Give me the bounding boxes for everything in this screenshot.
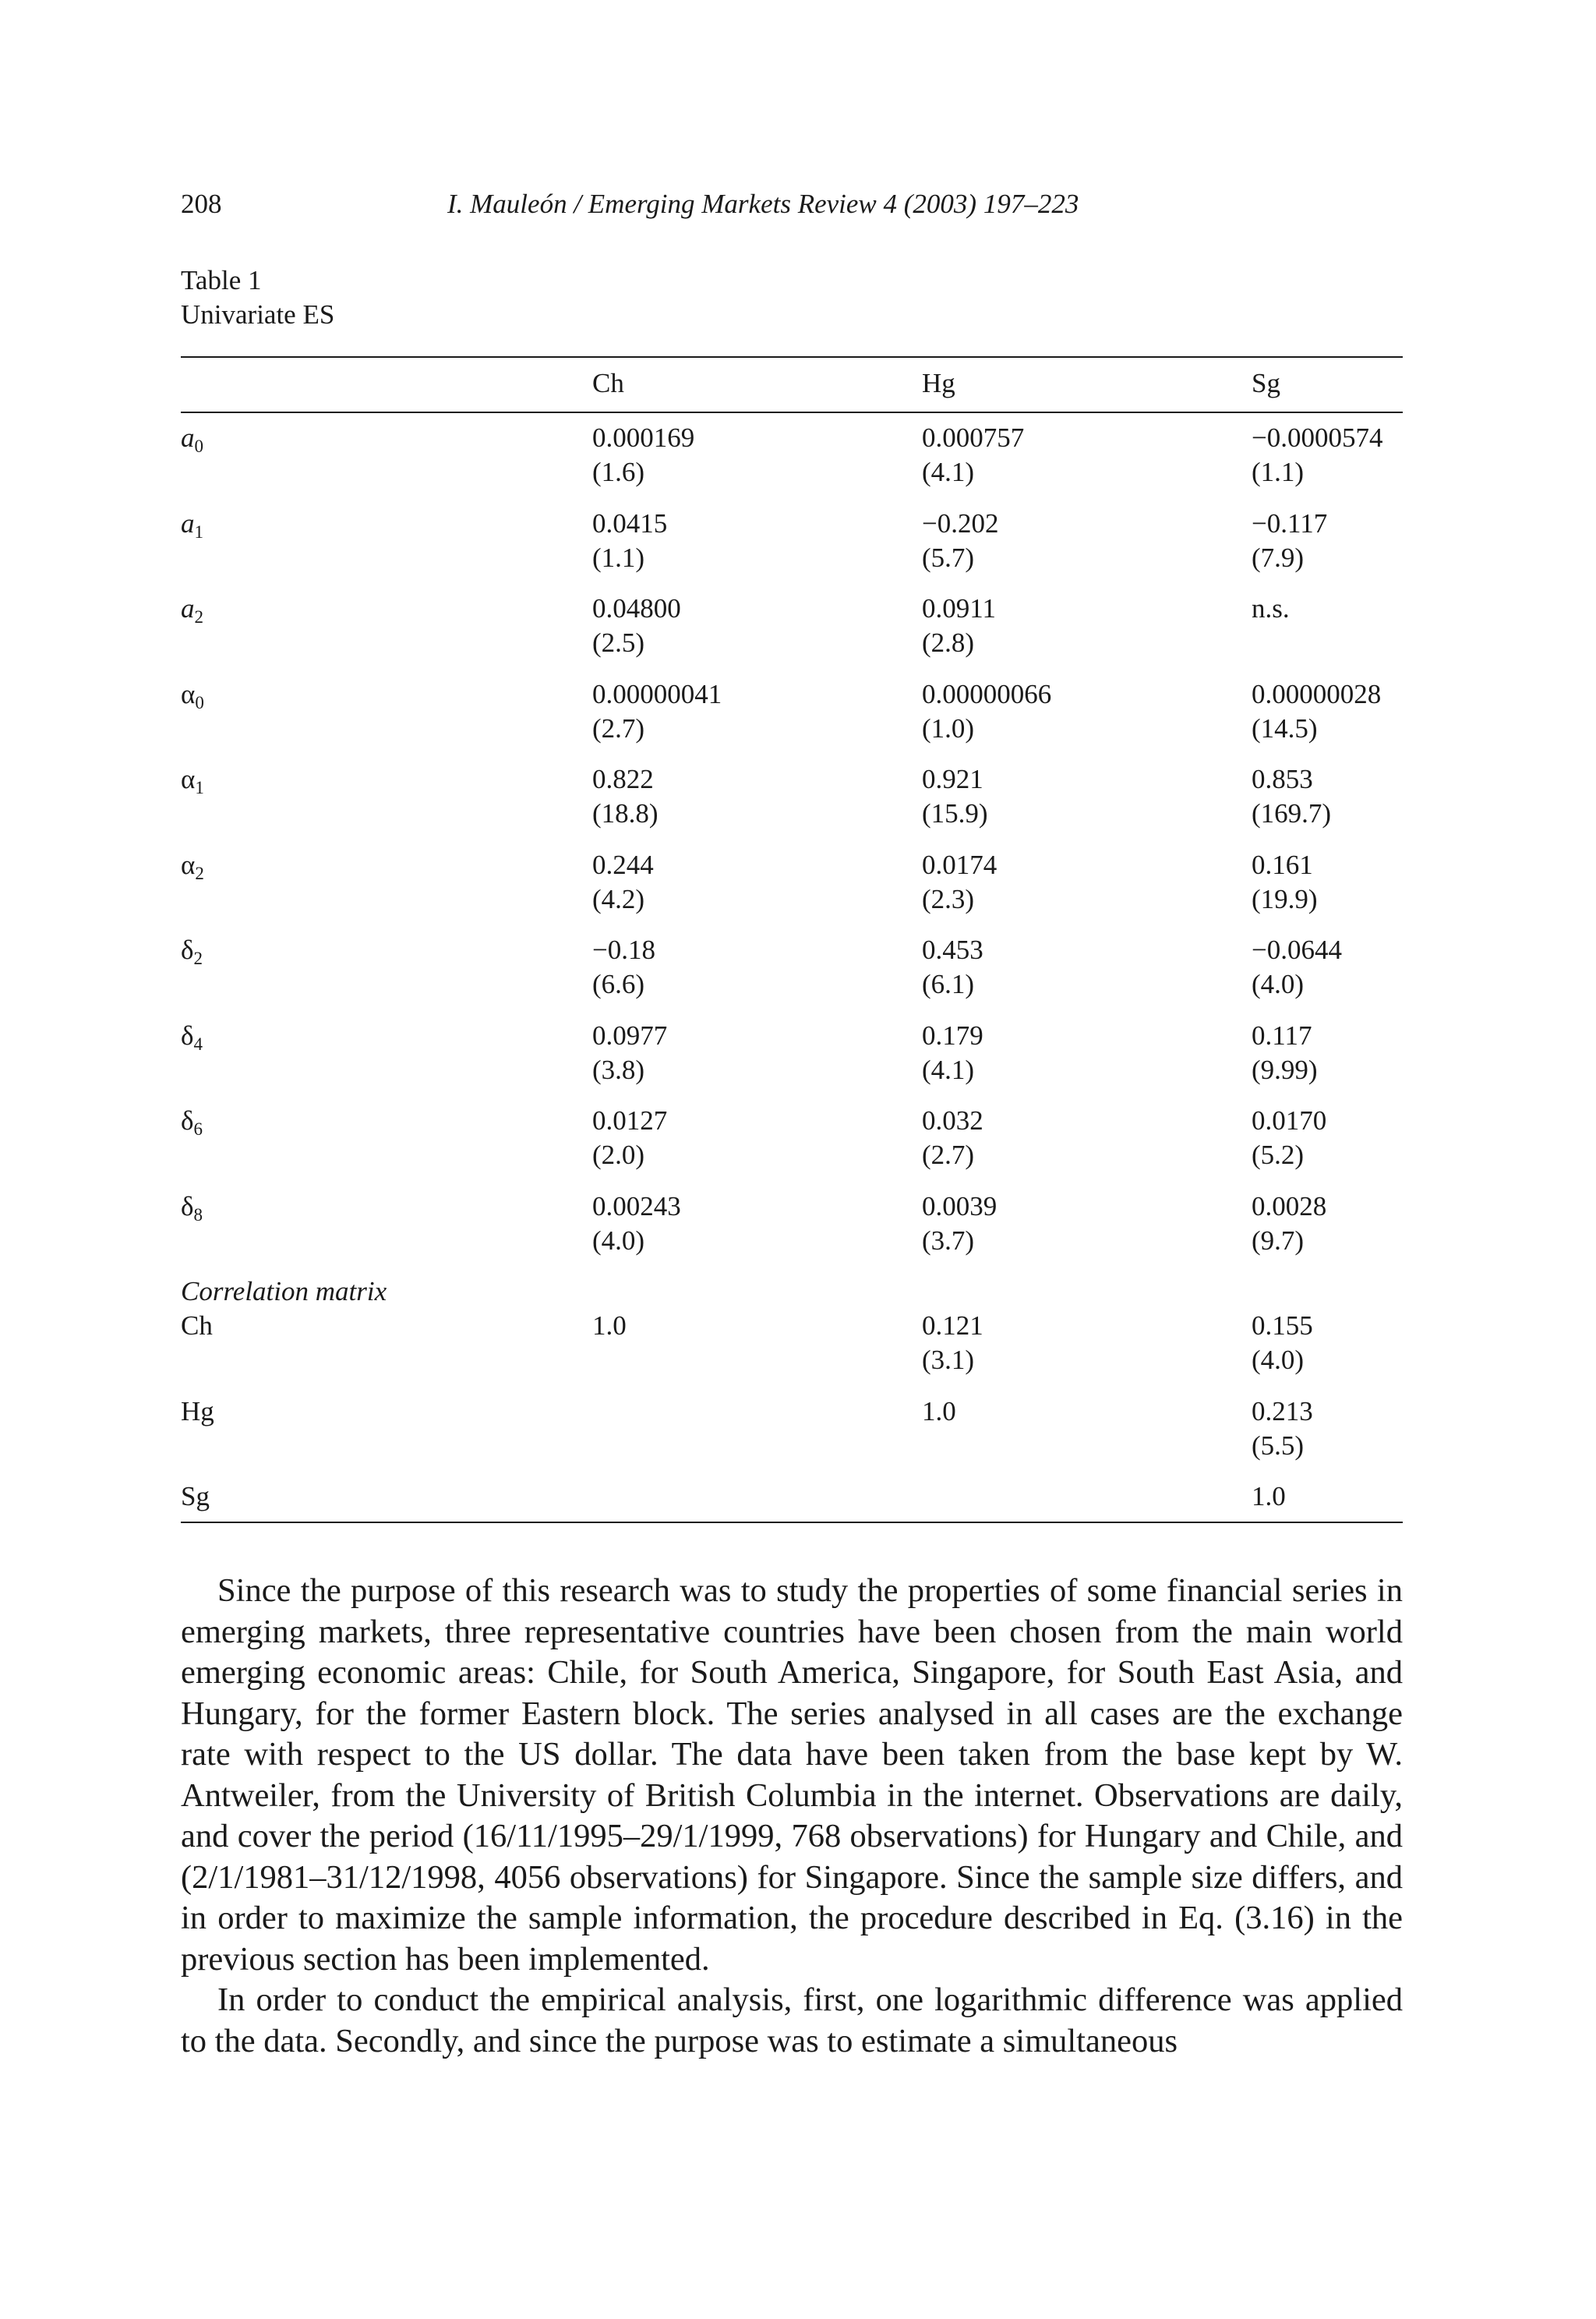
estimate-sg: 0.853	[1252, 764, 1313, 794]
column-header-hg: Hg	[922, 368, 955, 398]
row-symbol: α	[181, 764, 196, 794]
table-caption	[181, 263, 334, 332]
t-stat-sg: (5.2)	[1252, 1140, 1305, 1170]
table-number: Table 1	[181, 265, 262, 295]
t-stat-sg: (4.0)	[1252, 969, 1305, 999]
table-bottom-rule	[181, 1522, 1403, 1523]
row-subscript: 1	[194, 521, 203, 542]
t-stat-hg: (6.1)	[922, 969, 975, 999]
row-subscript: 4	[193, 1034, 203, 1054]
row-symbol: a	[181, 507, 195, 539]
row-subscript: 8	[193, 1204, 203, 1225]
estimate-sg: 0.0028	[1252, 1190, 1327, 1221]
t-stat-sg: (7.9)	[1252, 542, 1305, 573]
estimate-sg: 0.117	[1252, 1020, 1312, 1051]
estimate-ch: 0.0127	[592, 1105, 668, 1136]
paragraph: Since the purpose of this research was to study the properties of some financial series in emerging markets, three representative countries have been chosen from the main world emerging economic areas: Chile, for South America, Singapore, for South East Asia, and Hungary, for the former Eastern block. The series analysed in all cases are the exchange rate with respect to the US dollar. The data have been taken from the base kept by W. Antweiler, from the University of British Columbia in the internet. Observations are daily, and cover the period (16/11/1995–29/1/1999, 768 observations) for Hungary and Chile, and (2/1/1981–31/12/1998, 4056 observations) for Singapore. Since the sample size differs, and in order to maximize the sample information, the procedure described in Eq. (3.16) in the previous section has been implemented.	[181, 1572, 1403, 1978]
t-stat-ch: (2.0)	[592, 1140, 645, 1170]
estimate-ch: 0.244	[592, 849, 654, 880]
row-label	[181, 592, 203, 635]
t-stat-sg: (9.99)	[1252, 1054, 1318, 1085]
row-symbol: δ	[181, 1020, 194, 1051]
t-stat-hg: (1.0)	[922, 712, 975, 744]
row-subscript: 2	[195, 863, 204, 883]
row-symbol: a	[181, 422, 195, 453]
t-stat-ch: (4.0)	[592, 1225, 645, 1256]
paragraph: In order to conduct the empirical analysis, first, one logarithmic difference was applied to the data. Secondly, and since the purpose was to estimate a simultaneous	[181, 1981, 1403, 2059]
estimate-sg: 0.00000028	[1252, 678, 1382, 709]
corr-t-stat-hg: (3.1)	[922, 1345, 975, 1375]
estimate-ch: 0.00243	[592, 1190, 681, 1221]
estimate-sg: 0.161	[1252, 849, 1313, 880]
row-subscript: 0	[195, 692, 204, 712]
row-label	[181, 848, 204, 891]
estimate-sg: −0.117	[1252, 507, 1328, 539]
column-header-ch: Ch	[592, 368, 624, 398]
estimate-hg: −0.202	[922, 507, 999, 539]
t-stat-sg: (19.9)	[1252, 883, 1318, 914]
row-label	[181, 1019, 203, 1062]
running-title: I. Mauleón / Emerging Markets Review 4 (2003) 197–223	[447, 189, 1079, 219]
row-symbol: δ	[181, 1190, 194, 1221]
estimate-sg: 0.0170	[1252, 1105, 1327, 1136]
estimate-hg: 0.00000066	[922, 678, 1052, 709]
estimate-hg: 0.921	[922, 764, 983, 794]
t-stat-sg: (169.7)	[1252, 798, 1332, 829]
row-label	[181, 507, 203, 550]
table-header-rule	[181, 412, 1403, 413]
row-subscript: 1	[195, 778, 204, 797]
t-stat-hg: (15.9)	[922, 798, 988, 829]
estimate-ch: 0.0977	[592, 1020, 668, 1051]
t-stat-sg: (1.1)	[1252, 457, 1305, 487]
row-label	[181, 1190, 203, 1232]
estimate-ch: 0.822	[592, 764, 654, 794]
corr-row-label: Ch	[181, 1310, 213, 1341]
row-symbol: α	[181, 678, 196, 709]
corr-t-stat-sg: (4.0)	[1252, 1345, 1305, 1375]
row-symbol: δ	[181, 935, 194, 965]
estimate-hg: 0.0174	[922, 849, 998, 880]
row-symbol: δ	[181, 1105, 194, 1136]
row-label	[181, 1104, 203, 1147]
t-stat-hg: (4.1)	[922, 457, 975, 487]
table-top-rule	[181, 356, 1403, 358]
t-stat-ch: (2.5)	[592, 627, 645, 658]
corr-value-ch: 1.0	[592, 1310, 627, 1341]
t-stat-hg: (2.3)	[922, 883, 975, 914]
row-label	[181, 677, 204, 720]
correlation-matrix-heading: Correlation matrix	[181, 1276, 387, 1306]
row-label	[181, 933, 203, 976]
estimate-sg: −0.0000574	[1252, 422, 1383, 453]
t-stat-sg: (14.5)	[1252, 712, 1318, 744]
row-subscript: 6	[193, 1119, 203, 1139]
page-number: 208	[181, 189, 222, 219]
corr-row-label: Sg	[181, 1481, 210, 1511]
estimate-ch: −0.18	[592, 935, 655, 965]
estimate-hg: 0.0911	[922, 593, 996, 624]
row-subscript: 0	[194, 437, 203, 456]
t-stat-hg: (2.8)	[922, 627, 975, 658]
body-text	[181, 1571, 1403, 2062]
corr-value-hg: 1.0	[922, 1395, 956, 1426]
t-stat-ch: (3.8)	[592, 1054, 645, 1085]
table-title: Univariate ES	[181, 299, 335, 330]
corr-value-sg: 0.155	[1252, 1310, 1313, 1341]
estimate-sg: n.s.	[1252, 593, 1290, 624]
t-stat-ch: (4.2)	[592, 883, 645, 914]
row-symbol: α	[181, 849, 196, 880]
estimate-ch: 0.00000041	[592, 678, 722, 709]
t-stat-ch: (1.6)	[592, 457, 645, 487]
estimate-ch: 0.04800	[592, 593, 681, 624]
estimate-ch: 0.000169	[592, 422, 695, 453]
t-stat-ch: (2.7)	[592, 712, 645, 744]
t-stat-hg: (5.7)	[922, 542, 975, 573]
corr-value-hg: 0.121	[922, 1310, 983, 1341]
t-stat-hg: (4.1)	[922, 1054, 975, 1085]
row-symbol: a	[181, 593, 195, 624]
estimate-ch: 0.0415	[592, 507, 668, 539]
corr-t-stat-sg: (5.5)	[1252, 1430, 1305, 1461]
corr-value-sg: 0.213	[1252, 1395, 1313, 1426]
row-label	[181, 762, 204, 805]
estimate-hg: 0.453	[922, 935, 983, 965]
t-stat-ch: (18.8)	[592, 798, 659, 829]
estimate-hg: 0.000757	[922, 422, 1025, 453]
estimate-hg: 0.0039	[922, 1190, 998, 1221]
t-stat-sg: (9.7)	[1252, 1225, 1305, 1256]
t-stat-hg: (2.7)	[922, 1140, 975, 1170]
estimate-sg: −0.0644	[1252, 935, 1342, 965]
row-subscript: 2	[194, 607, 203, 627]
corr-row-label: Hg	[181, 1395, 214, 1426]
estimate-hg: 0.179	[922, 1020, 983, 1051]
row-subscript: 2	[193, 949, 203, 968]
column-header-sg: Sg	[1252, 368, 1280, 398]
corr-value-sg: 1.0	[1252, 1481, 1286, 1511]
row-label	[181, 421, 203, 464]
t-stat-ch: (1.1)	[592, 542, 645, 573]
t-stat-ch: (6.6)	[592, 969, 645, 999]
t-stat-hg: (3.7)	[922, 1225, 975, 1256]
estimate-hg: 0.032	[922, 1105, 983, 1136]
